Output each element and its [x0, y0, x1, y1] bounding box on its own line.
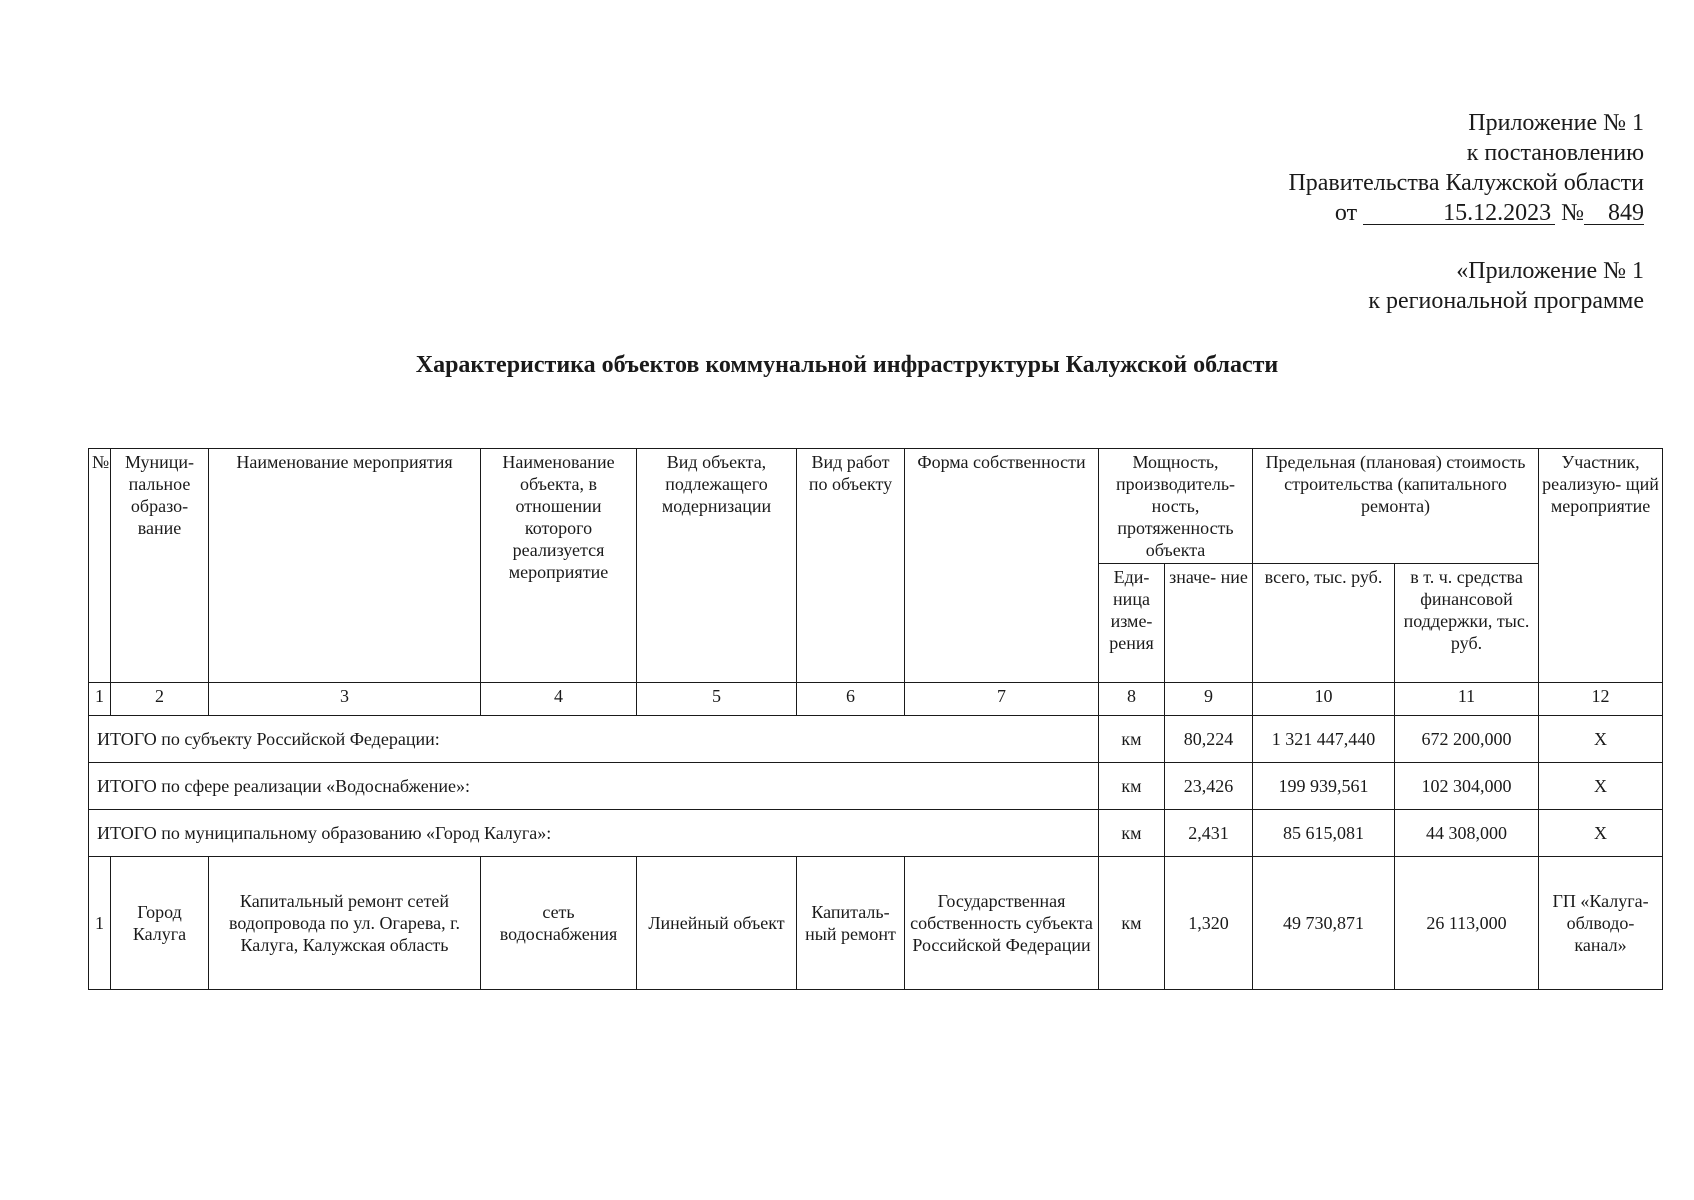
header-object-name: Наименование объекта, в отношении которого реализуется мероприятие — [481, 449, 637, 683]
total-participant: Х — [1539, 716, 1663, 763]
appendix-header — [1288, 108, 1644, 228]
total-support: 672 200,000 — [1395, 716, 1539, 763]
header-ownership: Форма собственности — [905, 449, 1099, 683]
number-label: № — [1561, 200, 1584, 226]
row-num: 1 — [89, 857, 111, 990]
total-cost: 85 615,081 — [1253, 810, 1395, 857]
row-total: 49 730,871 — [1253, 857, 1395, 990]
row-object-name: сеть водоснабжения — [481, 857, 637, 990]
total-cost: 199 939,561 — [1253, 763, 1395, 810]
column-number: 2 — [111, 683, 209, 716]
column-number: 11 — [1395, 683, 1539, 716]
program-appendix-line-1: «Приложение № 1 — [1456, 258, 1644, 284]
row-municipality: Город Калуга — [111, 857, 209, 990]
total-unit: км — [1099, 763, 1165, 810]
row-object-type: Линейный объект — [637, 857, 797, 990]
appendix-line-3: Правительства Калужской области — [1288, 170, 1644, 196]
row-work-type: Капиталь- ный ремонт — [797, 857, 905, 990]
column-number: 12 — [1539, 683, 1663, 716]
header-participant: Участник, реализую- щий мероприятие — [1539, 449, 1663, 683]
appendix-line-1: Приложение № 1 — [1468, 110, 1644, 136]
total-row-subject — [89, 716, 1663, 763]
table-row — [89, 857, 1663, 990]
total-unit: км — [1099, 810, 1165, 857]
appendix-line-2: к постановлению — [1466, 140, 1644, 166]
header-cost-support: в т. ч. средства финансовой поддержки, тыс. руб. — [1395, 564, 1539, 683]
from-label: от — [1334, 200, 1358, 226]
header-object-type: Вид объекта, подлежащего модернизации — [637, 449, 797, 683]
row-ownership: Государственная собственность субъекта Российской Федерации — [905, 857, 1099, 990]
row-value: 1,320 — [1165, 857, 1253, 990]
column-number: 9 — [1165, 683, 1253, 716]
row-participant: ГП «Калуга- облводо- канал» — [1539, 857, 1663, 990]
total-support: 44 308,000 — [1395, 810, 1539, 857]
row-support: 26 113,000 — [1395, 857, 1539, 990]
decree-date: 15.12.2023 — [1363, 202, 1555, 225]
column-number: 7 — [905, 683, 1099, 716]
total-row-municipality — [89, 810, 1663, 857]
total-label: ИТОГО по сфере реализации «Водоснабжение»: — [89, 763, 1099, 810]
header-capacity-unit: Еди- ница изме- рения — [1099, 564, 1165, 683]
header-event-name: Наименование мероприятия — [209, 449, 481, 683]
infrastructure-table — [88, 448, 1663, 990]
total-value: 80,224 — [1165, 716, 1253, 763]
column-number: 3 — [209, 683, 481, 716]
header-num: № — [89, 449, 111, 683]
total-row-water — [89, 763, 1663, 810]
column-number-row — [89, 683, 1663, 716]
total-value: 23,426 — [1165, 763, 1253, 810]
total-label: ИТОГО по муниципальному образованию «Город Калуга»: — [89, 810, 1099, 857]
row-unit: км — [1099, 857, 1165, 990]
row-event-name: Капитальный ремонт сетей водопровода по ул. Огарева, г. Калуга, Калужская область — [209, 857, 481, 990]
column-number: 4 — [481, 683, 637, 716]
header-work-type: Вид работ по объекту — [797, 449, 905, 683]
column-number: 1 — [89, 683, 111, 716]
total-support: 102 304,000 — [1395, 763, 1539, 810]
header-cost: Предельная (плановая) стоимость строительства (капитального ремонта) — [1253, 449, 1539, 564]
appendix-date-line — [1288, 198, 1644, 228]
header-municipality: Муници- пальное образо- вание — [111, 449, 209, 683]
total-participant: Х — [1539, 810, 1663, 857]
total-participant: Х — [1539, 763, 1663, 810]
decree-number: 849 — [1584, 202, 1644, 225]
column-number: 5 — [637, 683, 797, 716]
total-cost: 1 321 447,440 — [1253, 716, 1395, 763]
program-appendix-header — [1368, 256, 1644, 316]
column-number: 10 — [1253, 683, 1395, 716]
column-number: 8 — [1099, 683, 1165, 716]
total-unit: км — [1099, 716, 1165, 763]
column-number: 6 — [797, 683, 905, 716]
header-capacity: Мощность, производитель- ность, протяженность объекта — [1099, 449, 1253, 564]
header-capacity-value: значе- ние — [1165, 564, 1253, 683]
total-label: ИТОГО по субъекту Российской Федерации: — [89, 716, 1099, 763]
total-value: 2,431 — [1165, 810, 1253, 857]
header-row-1 — [89, 449, 1663, 564]
document-title: Характеристика объектов коммунальной инфраструктуры Калужской области — [415, 352, 1279, 378]
program-appendix-line-2: к региональной программе — [1368, 288, 1644, 314]
header-cost-total: всего, тыс. руб. — [1253, 564, 1395, 683]
